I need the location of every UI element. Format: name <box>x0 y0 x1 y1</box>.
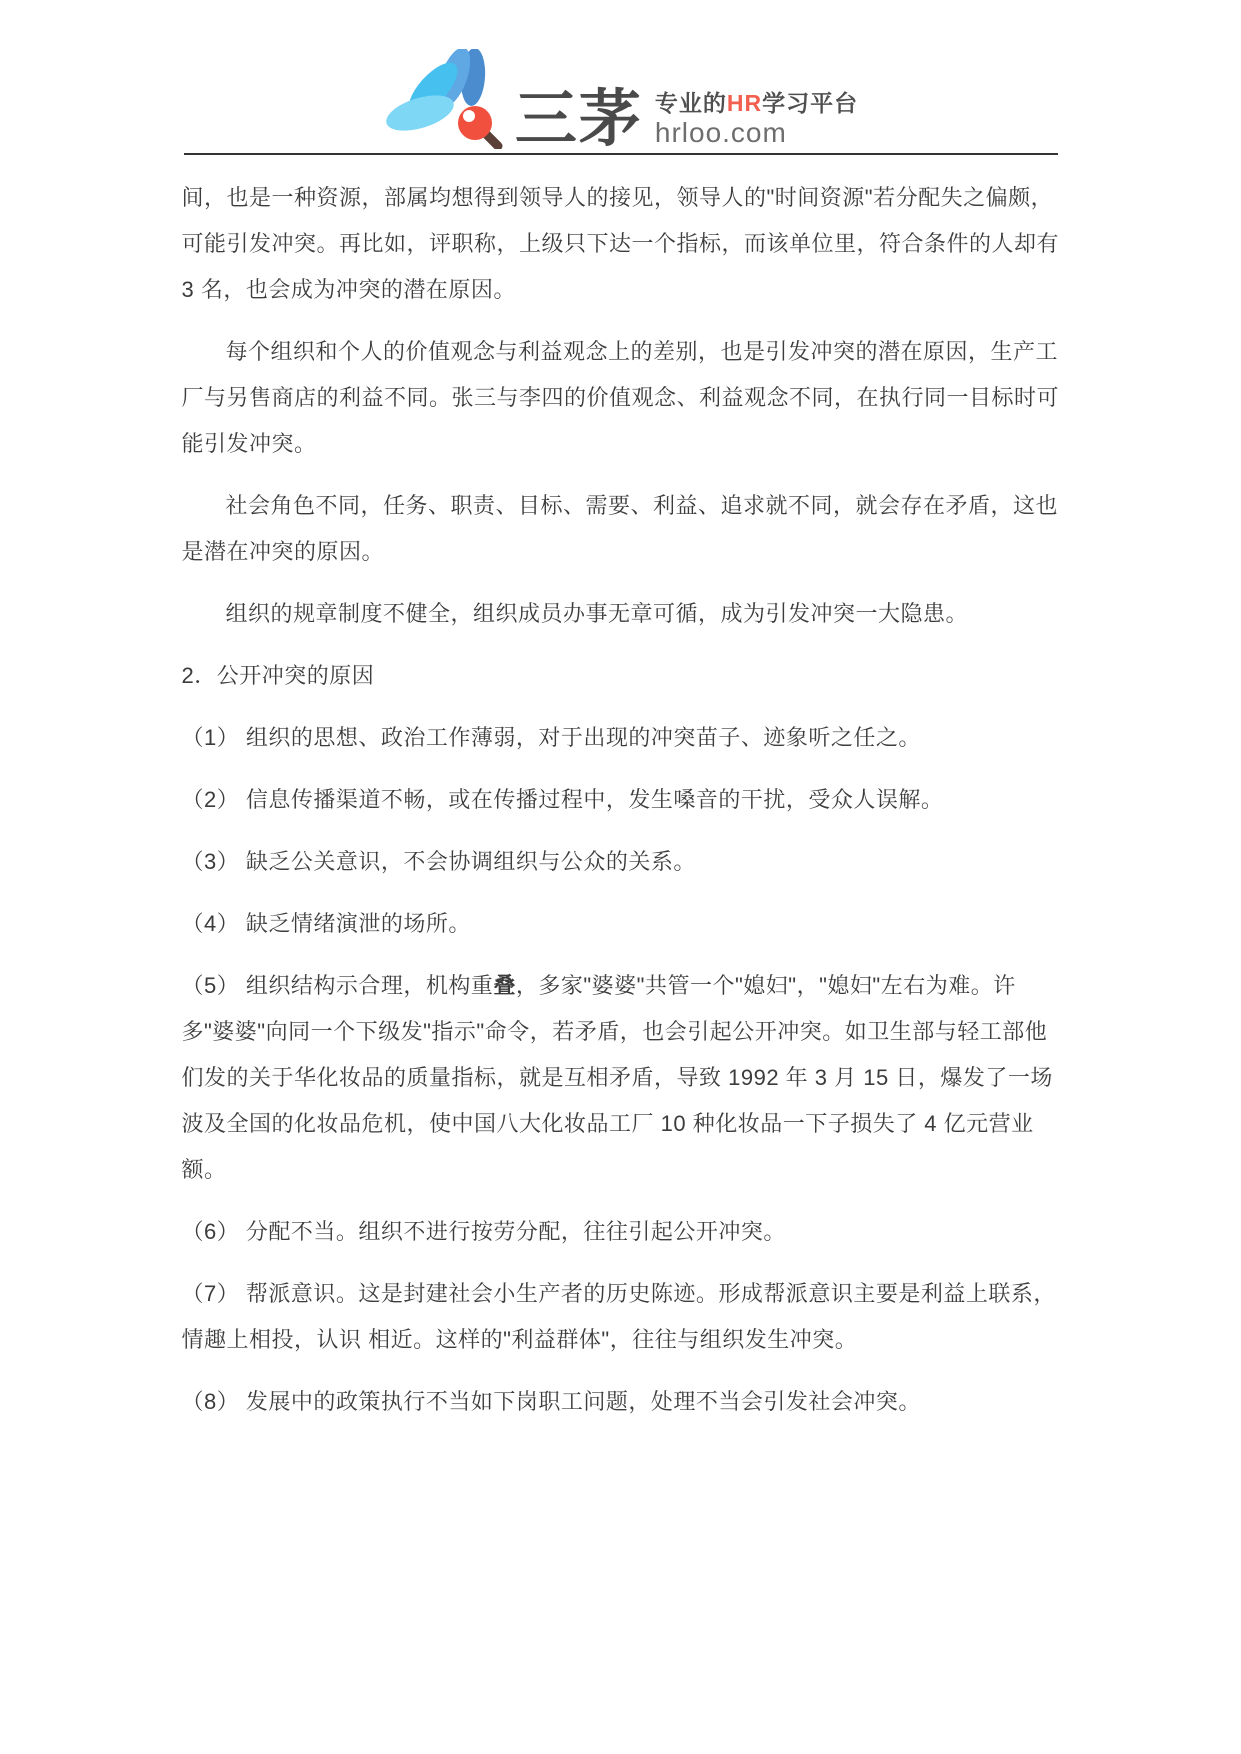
section-heading: 2．公开冲突的原因 <box>181 663 375 688</box>
document-body <box>182 155 1060 1425</box>
shuttlecock-magnifier-icon <box>383 49 505 149</box>
paragraph-continued: 间，也是一种资源，部属均想得到领导人的接见，领导人的"时间资源"若分配失之偏颇，可能引发冲突。再比如，评职称，上级只下达一个指标，而该单位里，符合条件的人却有 3 名，也会成为冲突的潜在原因。 <box>181 185 1060 302</box>
logo-domain-text: hrloo.com <box>654 117 787 148</box>
hrloo-logo <box>383 49 859 154</box>
list-item-text: （5） 组织结构示合理，机构重 <box>181 973 494 998</box>
list-item-bold-char: 叠 <box>493 973 516 998</box>
list-item-text: （1） 组织的思想、政治工作薄弱，对于出现的冲突苗子、迹象听之任之。 <box>181 725 921 750</box>
tagline-prefix: 专业的 <box>654 90 727 116</box>
header-rule-container <box>184 0 1058 155</box>
list-item-text: （6） 分配不当。组织不进行按劳分配，往往引起公开冲突。 <box>181 1219 786 1244</box>
list-item-2 <box>182 777 1060 823</box>
logo-tagline <box>655 90 858 117</box>
list-item-8 <box>182 1379 1060 1425</box>
paragraph: 组织的规章制度不健全，组织成员办事无章可循，成为引发冲突一大隐患。 <box>225 601 969 626</box>
tagline-hr-highlight: HR <box>726 90 763 116</box>
paragraph: 社会角色不同，任务、职责、目标、需要、利益、追求就不同，就会存在矛盾，这也是潜在冲突的原因。 <box>181 493 1059 564</box>
page-header <box>0 0 1241 155</box>
list-item-text: （8） 发展中的政策执行不当如下岗职工问题，处理不当会引发社会冲突。 <box>181 1389 921 1414</box>
list-item-7 <box>182 1271 1060 1363</box>
list-item-5 <box>182 963 1060 1193</box>
paragraph: 每个组织和个人的价值观念与利益观念上的差别，也是引发冲突的潜在原因，生产工厂与另售商店的利益不同。张三与李四的价值观念、利益观念不同，在执行同一目标时可能引发冲突。 <box>181 339 1060 456</box>
logo-text-block <box>655 90 858 148</box>
list-item-text: ，多家"婆婆"共管一个"媳妇"，"媳妇"左右为难。许多"婆婆"向同一个下级发"指示"命令，若矛盾，也会引起公开冲突。如卫生部与轻工部他们发的关于华化妆品的质量指标，就是互相矛盾，导致 1992 年 3 月 15 日，爆发了一场波及全国的化妆品危机，使中国八大化妆品工厂 10 种化妆品一下子损失了 4 亿元营业额。 <box>181 973 1053 1182</box>
list-item-4 <box>182 901 1060 947</box>
list-item-text: （4） 缺乏情绪演泄的场所。 <box>181 911 471 936</box>
brand-name: 三茅 <box>514 85 643 154</box>
list-item-6 <box>182 1209 1060 1255</box>
list-item-text: （7） 帮派意识。这是封建社会小生产者的历史陈迹。形成帮派意识主要是利益上联系，情趣上相投，认识 相近。这样的"利益群体"，往往与组织发生冲突。 <box>181 1281 1056 1352</box>
list-item-1 <box>182 715 1060 761</box>
list-item-text: （2） 信息传播渠道不畅，或在传播过程中，发生嗓音的干扰，受众人误解。 <box>181 787 944 812</box>
tagline-suffix: 学习平台 <box>762 90 859 116</box>
list-item-text: （3） 缺乏公关意识，不会协调组织与公众的关系。 <box>181 849 696 874</box>
list-item-3 <box>182 839 1060 885</box>
